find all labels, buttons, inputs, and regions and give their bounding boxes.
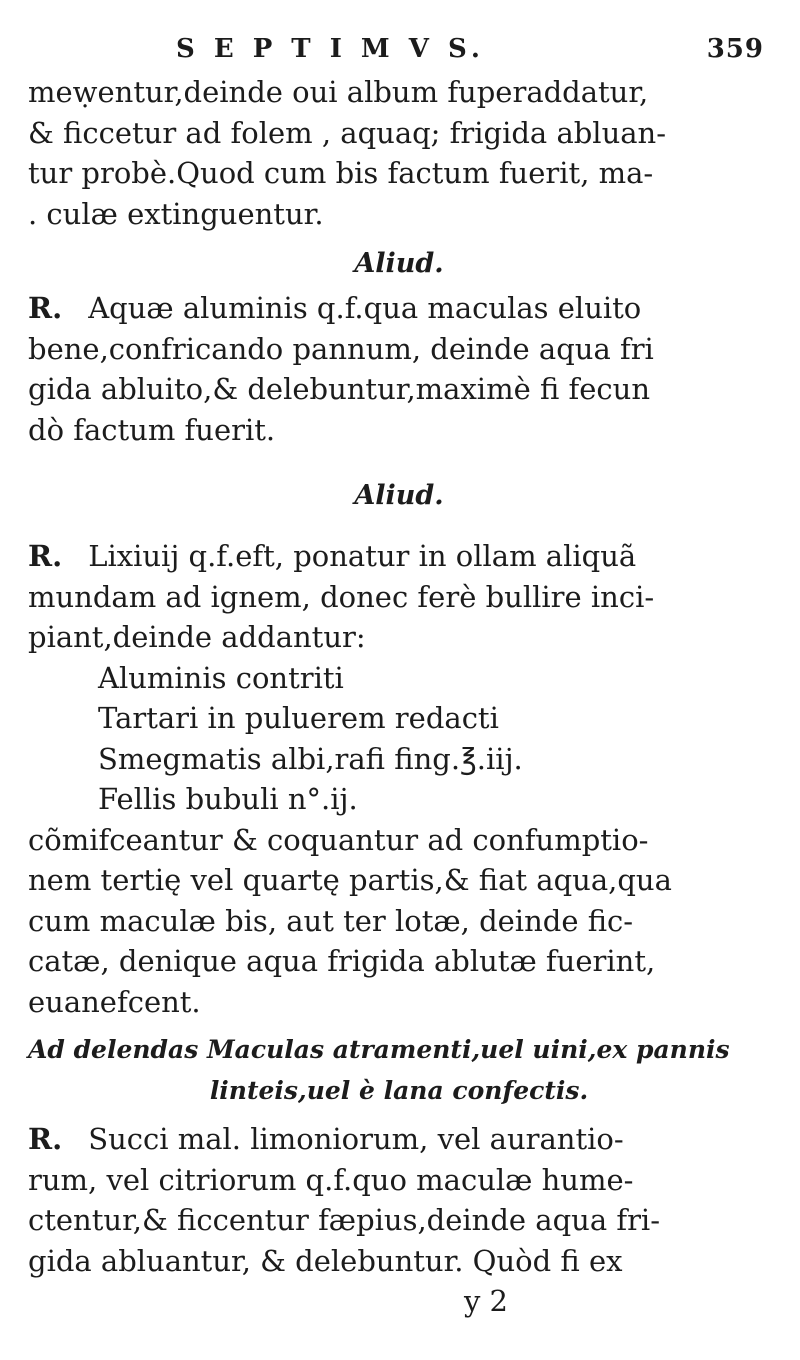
text-line: . culæ extinguentur.: [28, 196, 324, 231]
text-line-content: Lixiuij q.f.eft, ponatur in ollam aliquã: [88, 539, 637, 573]
text-line: gida abluito,& delebuntur,maximè fi fecun: [28, 372, 651, 406]
section-heading-ink-stains: [28, 1022, 770, 1111]
text-line-content: Succi mal. limoniorum, vel aurantio-: [88, 1122, 624, 1156]
recipe-mark: R.: [28, 291, 63, 325]
catchword: y 2: [463, 1284, 508, 1318]
ingredient-line: Tartari in puluerem redacti: [98, 701, 499, 735]
ingredient-line: Aluminis contriti: [98, 660, 344, 695]
opening-paragraph: [28, 72, 770, 234]
text-line-content: Aquæ aluminis q.f.qua maculas eluito: [88, 291, 642, 325]
ingredient-line: Smegmatis albi,rafi fing.℥.iij.: [98, 741, 523, 776]
recipe-mark: R.: [28, 1122, 63, 1156]
page-number: 359: [706, 34, 764, 64]
recipe-mark: R.: [28, 539, 63, 573]
text-line: cõmifceantur & coquantur ad confumptio-: [28, 822, 649, 857]
recipe-paragraph: [28, 1111, 770, 1281]
text-line: dò factum fuerit.: [28, 412, 276, 447]
heading-line: linteis,uel è lana confectis.: [209, 1075, 589, 1105]
text-line: rum, vel citriorum q.f.quo maculæ hume-: [28, 1162, 634, 1197]
recipe-paragraph: [28, 288, 770, 450]
running-title: S E P T I M V S.: [176, 34, 485, 64]
text-line: [28, 288, 770, 329]
ingredient-line: Fellis bubuli n°.ij.: [98, 782, 358, 816]
recipe-paragraph: [28, 536, 770, 1022]
text-line: piant,deinde addantur:: [28, 620, 366, 654]
text-line: & ficcetur ad folem , aquaq; frigida abluan-: [28, 115, 667, 150]
text-line: nem tertię vel quartę partis,& fiat aqua,qua: [28, 863, 672, 897]
text-line: [28, 1119, 770, 1160]
section-heading-aliud: Aliud.: [354, 480, 444, 511]
text-line: meẉentur,deinde oui album fuperaddatur,: [28, 75, 649, 109]
text-line: tur probè.Quod cum bis factum fuerit, ma-: [28, 156, 654, 190]
text-line: cum maculæ bis, aut ter lotæ, deinde fic-: [28, 903, 634, 938]
page-header: [28, 28, 770, 72]
text-line: mundam ad ignem, donec ferè bullire inci-: [28, 579, 655, 614]
text-line: euanefcent.: [28, 984, 201, 1019]
text-line: gida abluantur, & delebuntur. Quòd fi ex: [28, 1243, 623, 1278]
text-line: [28, 536, 770, 577]
text-line: ctentur,& ficcentur fæpius,deinde aqua fri-: [28, 1203, 661, 1237]
text-line: bene,confricando pannum, deinde aqua fri: [28, 331, 654, 366]
section-heading-aliud: Aliud.: [354, 248, 444, 279]
heading-line: Ad delendas Maculas atramenti,uel uini,ex pannis: [28, 1035, 730, 1064]
text-line: catæ, denique aqua frigida ablutæ fuerint,: [28, 944, 656, 978]
